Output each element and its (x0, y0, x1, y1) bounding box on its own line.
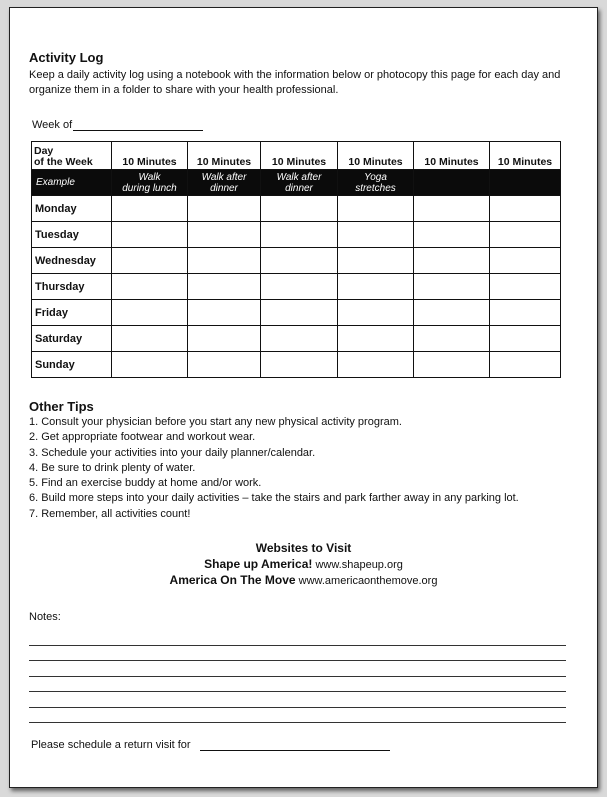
website-entry (10, 557, 597, 573)
other-tips-list (29, 415, 519, 522)
activity-cell[interactable] (261, 196, 338, 222)
example-cell (490, 170, 561, 196)
activity-cell[interactable] (112, 326, 188, 352)
tip-item: 6. Build more steps into your daily activities – take the stairs and park farther away in any parking lot. (29, 492, 519, 505)
example-line: Walk after (201, 171, 247, 183)
return-visit-blank-line (200, 740, 390, 751)
notes-line (29, 661, 566, 677)
activity-cell[interactable] (490, 300, 561, 326)
websites-section (10, 541, 597, 589)
activity-cell[interactable] (414, 222, 490, 248)
page-title: Activity Log (29, 50, 104, 65)
activity-cell[interactable] (188, 248, 261, 274)
other-tips-title: Other Tips (29, 399, 94, 414)
minutes-header: 10 Minutes (414, 142, 490, 170)
example-line: dinner (210, 182, 238, 194)
website-entry (10, 573, 597, 589)
notes-line (29, 630, 566, 646)
example-row (32, 170, 561, 196)
tip-item: 2. Get appropriate footwear and workout wear. (29, 431, 256, 444)
activity-cell[interactable] (188, 274, 261, 300)
minutes-header: 10 Minutes (112, 142, 188, 170)
activity-cell[interactable] (338, 326, 414, 352)
minutes-header: 10 Minutes (261, 142, 338, 170)
example-line: stretches (355, 182, 396, 194)
notes-line (29, 708, 566, 724)
intro-text: Keep a daily activity log using a notebook with the information below or photocopy this page for each day and organize them in a folder to share with your health professional. (29, 69, 561, 96)
day-row (32, 326, 561, 352)
activity-cell[interactable] (261, 274, 338, 300)
tip-item: 5. Find an exercise buddy at home and/or work. (29, 477, 262, 490)
activity-cell[interactable] (261, 248, 338, 274)
activity-cell[interactable] (490, 274, 561, 300)
example-cell (338, 170, 414, 196)
example-cell (414, 170, 490, 196)
activity-cell[interactable] (490, 326, 561, 352)
activity-cell[interactable] (490, 248, 561, 274)
day-row (32, 352, 561, 378)
activity-cell[interactable] (490, 196, 561, 222)
activity-cell[interactable] (188, 352, 261, 378)
activity-cell[interactable] (261, 222, 338, 248)
week-of-blank-line (73, 120, 203, 131)
day-label: Monday (32, 196, 112, 222)
tip-item: 3. Schedule your activities into your daily planner/calendar. (29, 446, 316, 459)
activity-cell[interactable] (414, 248, 490, 274)
day-label: Thursday (32, 274, 112, 300)
return-visit-label: Please schedule a return visit for (31, 739, 191, 751)
day-header-line-1: Day (34, 145, 54, 157)
website-name: Shape up America! (204, 557, 313, 571)
websites-title: Websites to Visit (255, 541, 352, 555)
activity-cell[interactable] (338, 248, 414, 274)
activity-cell[interactable] (490, 222, 561, 248)
notes-line (29, 677, 566, 693)
activity-cell[interactable] (338, 196, 414, 222)
minutes-header: 10 Minutes (338, 142, 414, 170)
day-row (32, 248, 561, 274)
activity-cell[interactable] (414, 196, 490, 222)
activity-cell[interactable] (338, 222, 414, 248)
activity-cell[interactable] (338, 300, 414, 326)
activity-cell[interactable] (414, 300, 490, 326)
day-label: Wednesday (32, 248, 112, 274)
example-line: Walk (138, 171, 161, 183)
week-of-field (32, 119, 203, 131)
website-name: America On The Move (169, 573, 296, 587)
activity-cell[interactable] (261, 352, 338, 378)
minutes-header: 10 Minutes (490, 142, 561, 170)
example-line: Walk after (276, 171, 322, 183)
activity-cell[interactable] (188, 300, 261, 326)
notes-line (29, 646, 566, 662)
activity-cell[interactable] (338, 274, 414, 300)
week-of-label: Week of (32, 119, 73, 131)
tip-item: 1. Consult your physician before you start any new physical activity program. (29, 416, 402, 428)
activity-cell[interactable] (112, 300, 188, 326)
activity-cell[interactable] (188, 326, 261, 352)
day-label: Friday (32, 300, 112, 326)
activity-cell[interactable] (188, 222, 261, 248)
day-label: Tuesday (32, 222, 112, 248)
activity-log-table (31, 141, 561, 378)
example-line: dinner (285, 182, 313, 194)
notes-line (29, 692, 566, 708)
day-row (32, 274, 561, 300)
table-header-row (32, 142, 561, 170)
day-of-week-header (32, 142, 112, 170)
activity-cell[interactable] (188, 196, 261, 222)
minutes-header: 10 Minutes (188, 142, 261, 170)
day-header-line-2: of the Week (34, 156, 93, 168)
example-label: Example (32, 170, 112, 196)
website-url: www.americaonthemove.org (298, 575, 438, 587)
activity-cell[interactable] (261, 326, 338, 352)
notes-label: Notes: (29, 611, 61, 623)
notes-lines (29, 630, 566, 723)
activity-cell[interactable] (112, 352, 188, 378)
example-line: during lunch (122, 182, 177, 194)
activity-cell[interactable] (112, 248, 188, 274)
tip-item: 4. Be sure to drink plenty of water. (29, 461, 196, 474)
website-url: www.shapeup.org (315, 559, 403, 571)
activity-cell[interactable] (490, 352, 561, 378)
day-label: Saturday (32, 326, 112, 352)
example-cell (188, 170, 261, 196)
activity-cell[interactable] (414, 326, 490, 352)
activity-cell[interactable] (414, 352, 490, 378)
return-visit-field (31, 739, 390, 751)
activity-cell[interactable] (414, 274, 490, 300)
day-row (32, 196, 561, 222)
activity-cell[interactable] (112, 274, 188, 300)
day-row (32, 300, 561, 326)
example-line: Yoga (364, 171, 387, 183)
example-cell (261, 170, 338, 196)
activity-log-page (9, 7, 598, 788)
activity-cell[interactable] (338, 352, 414, 378)
example-cell (112, 170, 188, 196)
activity-cell[interactable] (112, 196, 188, 222)
tip-item: 7. Remember, all activities count! (29, 507, 191, 520)
activity-cell[interactable] (261, 300, 338, 326)
day-row (32, 222, 561, 248)
day-label: Sunday (32, 352, 112, 378)
activity-cell[interactable] (112, 222, 188, 248)
